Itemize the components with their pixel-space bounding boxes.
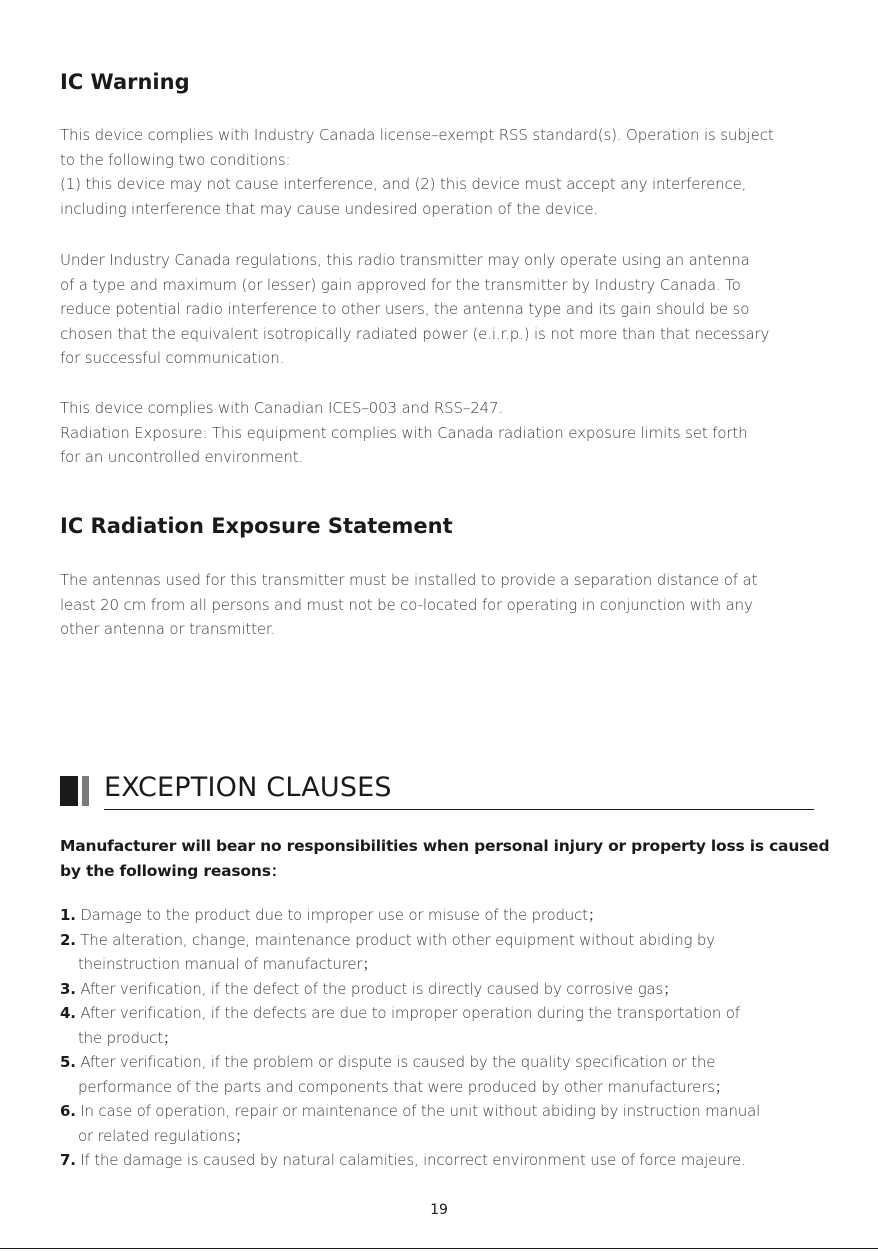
list-item-continuation: performance of the parts and components that were produced by other manufacturers；: [78, 1077, 730, 1096]
exception-clauses-title: EXCEPTION CLAUSES: [104, 772, 392, 803]
list-item: 7. If the damage is caused by natural calamities, incorrect environment use of force majeure.: [60, 1151, 746, 1169]
ic-radiation-paragraph: The antennas used for this transmitter must be installed to provide a separation distance of at least 20 cm from all persons and must not be co-located for operating in conjunction with any other antenna or transmitter.: [60, 571, 758, 638]
header-underline: [104, 809, 814, 810]
list-item: 6. In case of operation, repair or maintenance of the unit without abiding by instruction manual: [60, 1102, 761, 1120]
bottom-rule: [0, 1248, 878, 1249]
list-item: 5. After verification, if the problem or dispute is caused by the quality specification or the: [60, 1053, 716, 1071]
list-item: 3. After verification, if the defect of the product is directly caused by corrosive gas；: [60, 979, 678, 998]
ic-warning-paragraph-1: This device complies with Industry Canada license–exempt RSS standard(s). Operation is subject to the following two conditions: (1) this device may not cause interference, and (2) this device must accept any interference, including interference that may cause undesired operation of the device.: [60, 126, 774, 218]
ic-warning-paragraph-2: Under Industry Canada regulations, this radio transmitter may only operate using an antenna of a type and maximum (or lesser) gain approved for the transmitter by Industry Canada. To reduce potential radio interference to other users, the antenna type and its gain should be so chosen that the equivalent isotropically radiated power (e.i.r.p.) is not more than that necessary for successful communication.: [60, 251, 770, 367]
list-item-continuation: theinstruction manual of manufacturer；: [78, 955, 378, 973]
section-marker-grey: [82, 776, 89, 806]
exception-list: [60, 903, 830, 1173]
list-item-continuation: or related regulations；: [78, 1126, 250, 1145]
ic-radiation-heading: IC Radiation Exposure Statement: [60, 514, 453, 538]
page-number: 19: [430, 1202, 448, 1218]
ic-warning-heading: IC Warning: [60, 70, 190, 94]
list-item: 4. After verification, if the defects are due to improper operation during the transportation of: [60, 1004, 740, 1022]
exception-clauses-header: [60, 772, 814, 812]
exception-intro: Manufacturer will bear no responsibilities when personal injury or property loss is caused by the following reasons：: [60, 837, 830, 880]
list-item: 2. The alteration, change, maintenance product with other equipment without abiding by: [60, 930, 715, 949]
section-marker-dark: [60, 776, 78, 806]
list-item-continuation: the product；: [78, 1028, 178, 1047]
ic-warning-paragraph-3: This device complies with Canadian ICES–003 and RSS–247. Radiation Exposure: This equipment complies with Canada radiation exposure limits set forth for an uncontrolled environment.: [60, 399, 748, 466]
list-item: 1. Damage to the product due to improper use or misuse of the product；: [60, 906, 603, 924]
